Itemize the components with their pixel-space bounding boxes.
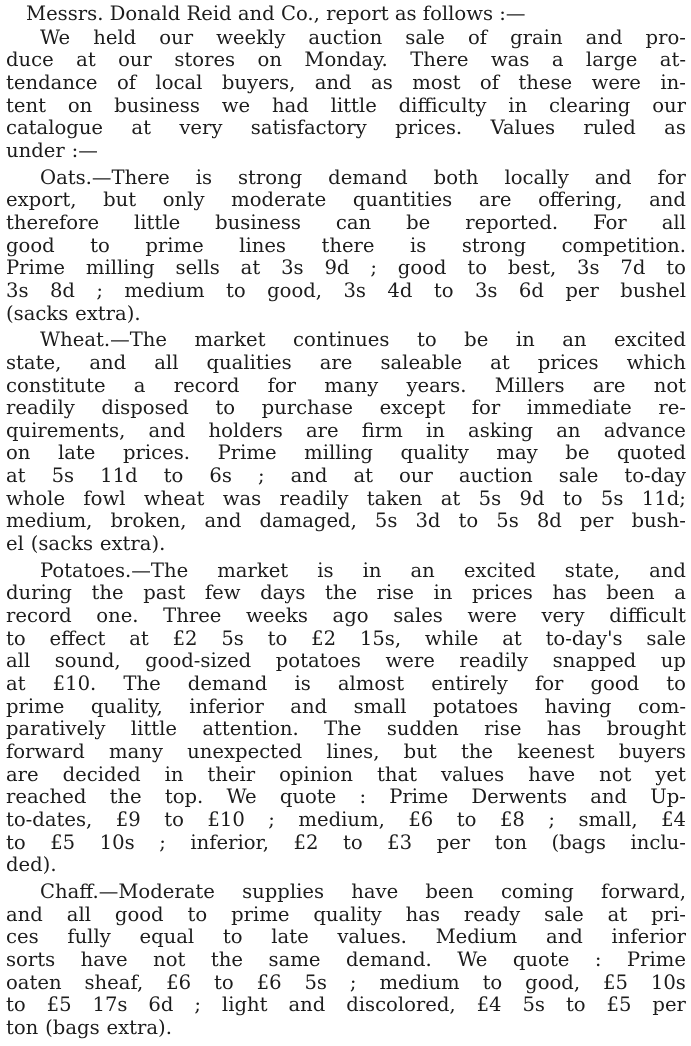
text-line: all sound, good-sized potatoes were readily snapped up (6, 649, 686, 673)
text-line: during the past few days the rise in prices has been a (6, 581, 686, 605)
text-line: to-dates, £9 to £10 ; medium, £6 to £8 ; small, £4 (6, 807, 686, 831)
text-line: oaten sheaf, £6 to £6 5s ; medium to good, £5 10s (6, 970, 686, 994)
text-line: under :— (6, 138, 98, 162)
text-line: Chaff.—Moderate supplies have been coming forward, (40, 879, 686, 903)
text-line: ces fully equal to late values. Medium and inferior (6, 925, 686, 949)
text-line: el (sacks extra). (6, 532, 166, 556)
paragraph-oats (6, 167, 686, 326)
text-line: good to prime lines there is strong competition. (6, 233, 686, 257)
text-line: catalogue at very satisfactory prices. Values ruled as (6, 116, 686, 140)
text-line: are decided in their opinion that values have not yet (6, 762, 686, 786)
text-line: forward many unexpected lines, but the keenest buyers (6, 740, 686, 763)
text-line: Oats.—There is strong demand both locally and for (40, 165, 686, 189)
text-line: at 5s 11d to 6s ; and at our auction sale to-day (6, 464, 686, 488)
text-line: sorts have not the same demand. We quote : Prime (6, 947, 686, 971)
text-line: Wheat.—The market continues to be in an excited (40, 328, 686, 352)
text-line: to £5 10s ; inferior, £2 to £3 per ton (bags inclu- (6, 830, 686, 854)
text-line: Prime milling sells at 3s 9d ; good to best, 3s 7d to (6, 256, 686, 280)
text-line: state, and all qualities are saleable at prices which (6, 350, 686, 374)
text-line: readily disposed to purchase except for immediate re- (6, 396, 686, 420)
text-line: export, but only moderate quantities are offering, and (6, 188, 686, 212)
report-heading: Messrs. Donald Reid and Co., report as follows :— (26, 2, 526, 25)
text-line: record one. Three weeks ago sales were very difficult (6, 604, 686, 628)
text-line: at £10. The demand is almost entirely for good to (6, 672, 686, 696)
text-line: on late prices. Prime milling quality may be quoted (6, 441, 686, 465)
text-line: (sacks extra). (6, 301, 141, 325)
text-line: tent on business we had little difficulty in clearing our (6, 93, 686, 117)
paragraph-wheat (6, 329, 686, 556)
text-line: and all good to prime quality has ready sale at pri- (6, 902, 686, 926)
text-line: ded). (6, 853, 57, 877)
paragraph-potatoes (6, 560, 686, 877)
text-line: therefore little business can be reported. For all (6, 210, 686, 234)
text-line: quirements, and holders are firm in asking an advance (6, 418, 686, 442)
text-line: prime quality, inferior and small potatoes having com- (6, 694, 686, 718)
text-line: whole fowl wheat was readily taken at 5s 9d to 5s 11d; (6, 486, 686, 510)
text-line: tendance of local buyers, and as most of these were in- (6, 70, 686, 94)
text-line: 3s 8d ; medium to good, 3s 4d to 3s 6d per bushel (6, 278, 686, 302)
text-line: reached the top. We quote : Prime Derwents and Up- (6, 785, 686, 809)
text-line: constitute a record for many years. Millers are not (6, 373, 686, 397)
paragraph-auction (6, 27, 686, 163)
text-line: duce at our stores on Monday. There was a large at- (6, 48, 686, 72)
text-line: We held our weekly auction sale of grain and pro- (40, 25, 686, 49)
text-line: medium, broken, and damaged, 5s 3d to 5s 8d per bush- (6, 509, 686, 533)
article-column (6, 3, 686, 1044)
text-line: paratively little attention. The sudden rise has brought (6, 717, 686, 741)
text-line: Potatoes.—The market is in an excited state, and (40, 558, 686, 582)
text-line: to effect at £2 5s to £2 15s, while at to-day's sale (6, 626, 686, 650)
text-line: ton (bags extra). (6, 1015, 172, 1039)
paragraph-chaff (6, 881, 686, 1040)
text-line: to £5 17s 6d ; light and discolored, £4 5s to £5 per (6, 993, 686, 1017)
